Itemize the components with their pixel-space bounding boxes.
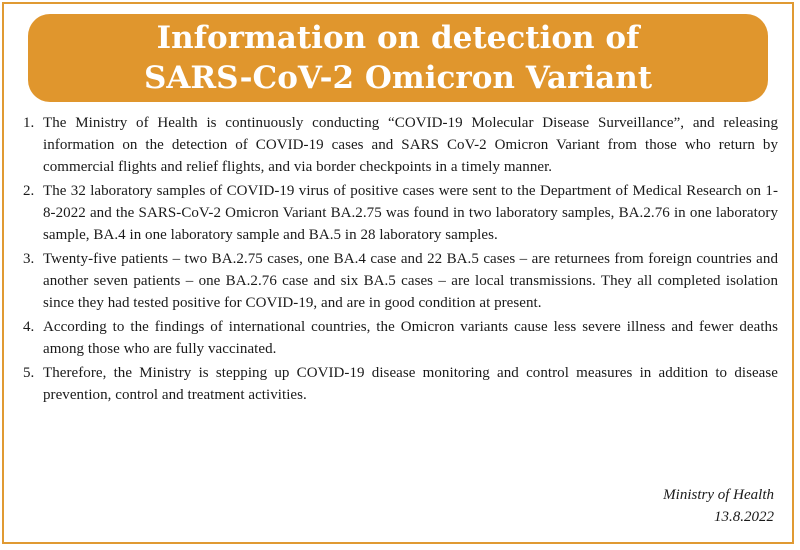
item-number: 2.: [23, 183, 35, 199]
notice-item-4: [23, 316, 778, 360]
issue-date: 13.8.2022: [714, 509, 774, 525]
notice-item-2: [23, 180, 778, 246]
title-line-1: Information on detection of: [156, 20, 640, 56]
title-banner: [28, 14, 768, 102]
signature-block: [663, 484, 774, 528]
issuer-name: Ministry of Health: [663, 487, 774, 503]
notice-item-5: [23, 362, 778, 406]
notice-item-1: [23, 112, 778, 178]
notice-item-3: [23, 248, 778, 314]
item-text: The Ministry of Health is continuously conducting “COVID-19 Molecular Disease Surveillance”, and releasing information on the detection of COVID-19 cases and SARS CoV-2 Omicron Variant from those who return by commercial flights and relief flights, and via border checkpoints in a timely manner.: [43, 115, 778, 175]
item-number: 4.: [23, 319, 35, 335]
notice-list: [23, 112, 778, 408]
title-line-2: SARS-CoV-2 Omicron Variant: [143, 60, 653, 96]
item-number: 3.: [23, 251, 35, 267]
item-text: Twenty-five patients – two BA.2.75 cases, one BA.4 case and 22 BA.5 cases – are returnees from foreign countries and another seven patients – one BA.2.76 case and six BA.5 cases – are local transmissions. They all completed isolation since they had tested positive for COVID-19, and are in good condition at present.: [43, 251, 778, 311]
item-text: According to the findings of international countries, the Omicron variants cause less severe illness and fewer deaths among those who are fully vaccinated.: [43, 319, 778, 357]
item-number: 5.: [23, 365, 35, 381]
item-text: Therefore, the Ministry is stepping up COVID-19 disease monitoring and control measures in addition to disease prevention, control and treatment activities.: [43, 365, 778, 403]
item-text: The 32 laboratory samples of COVID-19 virus of positive cases were sent to the Department of Medical Research on 1-8-2022 and the SARS-CoV-2 Omicron Variant BA.2.75 was found in two laboratory samples, BA.2.76 in one laboratory sample, BA.4 in one laboratory sample and BA.5 in 28 laboratory samples.: [43, 183, 778, 243]
item-number: 1.: [23, 115, 35, 131]
